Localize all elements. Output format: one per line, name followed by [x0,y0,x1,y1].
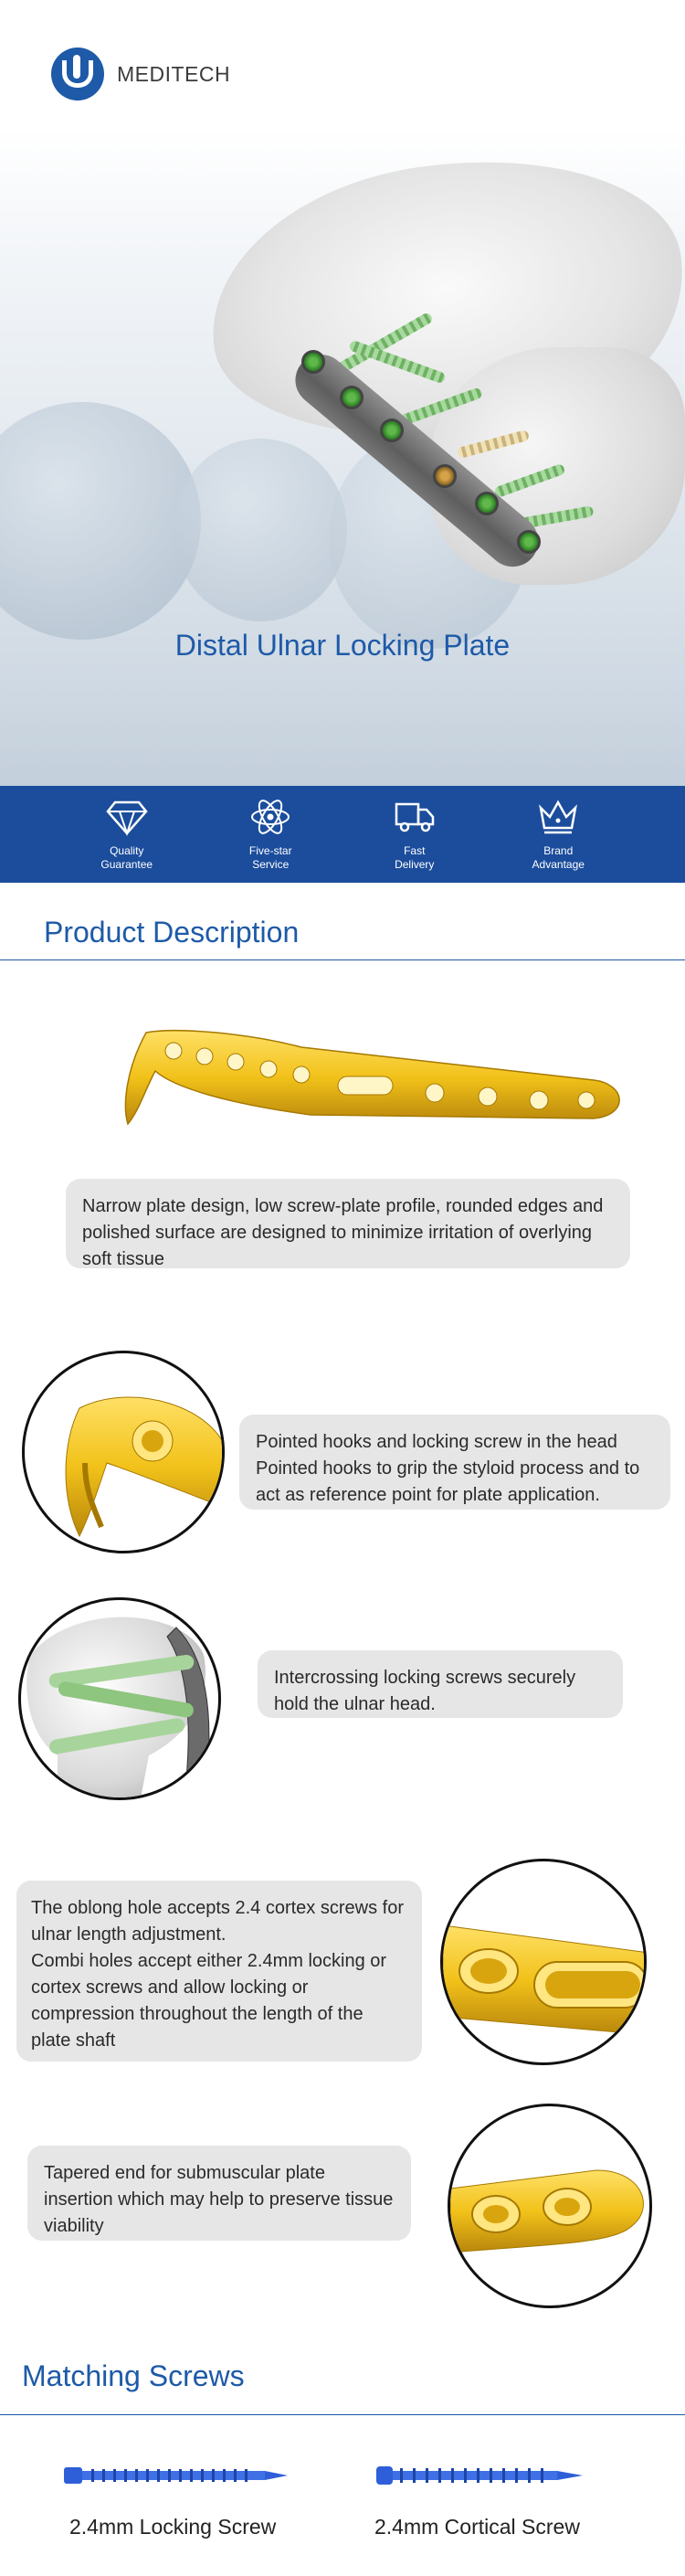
detail-tapered-caption: Tapered end for submuscular plate insertion which may help to preserve tissue viability [27,2146,411,2241]
locking-screw-image [64,2462,292,2489]
hero-title: Distal Ulnar Locking Plate [174,629,511,662]
cortical-screw-image [376,2462,586,2489]
diamond-icon [106,797,148,837]
feature-label: Fast Delivery [395,844,435,871]
section-title-matching-screws: Matching Screws [22,2359,245,2392]
section-divider [0,2414,685,2415]
feature-label: Quality Guarantee [100,844,153,871]
feature-quality[interactable] [63,786,191,883]
detail-hooks-image [22,1351,225,1553]
plate-hole [517,530,541,554]
detail-hooks-caption: Pointed hooks and locking screw in the head Pointed hooks to grip the styloid process and to act as reference point for plate application. [239,1415,670,1510]
oblong-hole-closeup [443,1861,647,2065]
feature-delivery[interactable] [351,786,479,883]
tapered-end-closeup [450,2106,652,2308]
hero-banner [0,128,685,786]
surgeon-figure-left [0,402,201,640]
intro-caption: Narrow plate design, low screw-plate profile, rounded edges and polished surface are designed to minimize irritation of overlying soft tissue [66,1179,630,1268]
md-logo-icon [51,48,104,101]
detail-oblong-image [440,1859,647,2065]
detail-tapered-image [448,2104,652,2308]
plate-hole [301,350,325,374]
section-divider [0,959,685,960]
plate-hole-oblong [433,464,457,488]
plate-head-closeup [25,1353,225,1553]
detail-screws-image [18,1597,221,1800]
crown-icon [537,797,579,837]
feature-label: Five-star Service [248,844,292,871]
plate-hole [340,386,364,409]
plate-product-image [119,1023,630,1170]
brand-name: MEDITECH [117,61,231,86]
section-title-product-description: Product Description [44,916,300,949]
ulnar-head-closeup [21,1600,221,1800]
surgeon-figure-middle [174,439,347,621]
feature-label: Brand Advantage [532,844,585,871]
truck-icon [394,797,436,837]
detail-oblong-caption: The oblong hole accepts 2.4 cortex screws for ulnar length adjustment. Combi holes accept either 2.4mm locking or cortex screws and allow locking or compression throughout the length of the plate shaft [16,1881,422,2062]
atom-icon [249,797,291,837]
feature-brand[interactable] [494,786,622,883]
feature-service[interactable] [206,786,334,883]
detail-screws-caption: Intercrossing locking screws securely hold the ulnar head. [258,1650,623,1718]
plate-hole [380,419,404,442]
feature-band [0,786,685,883]
plate-hole [475,492,499,515]
screw-label-cortical: 2.4mm Cortical Screw [374,2515,580,2539]
brand-logo[interactable] [51,48,230,101]
screw-label-locking: 2.4mm Locking Screw [69,2515,277,2539]
